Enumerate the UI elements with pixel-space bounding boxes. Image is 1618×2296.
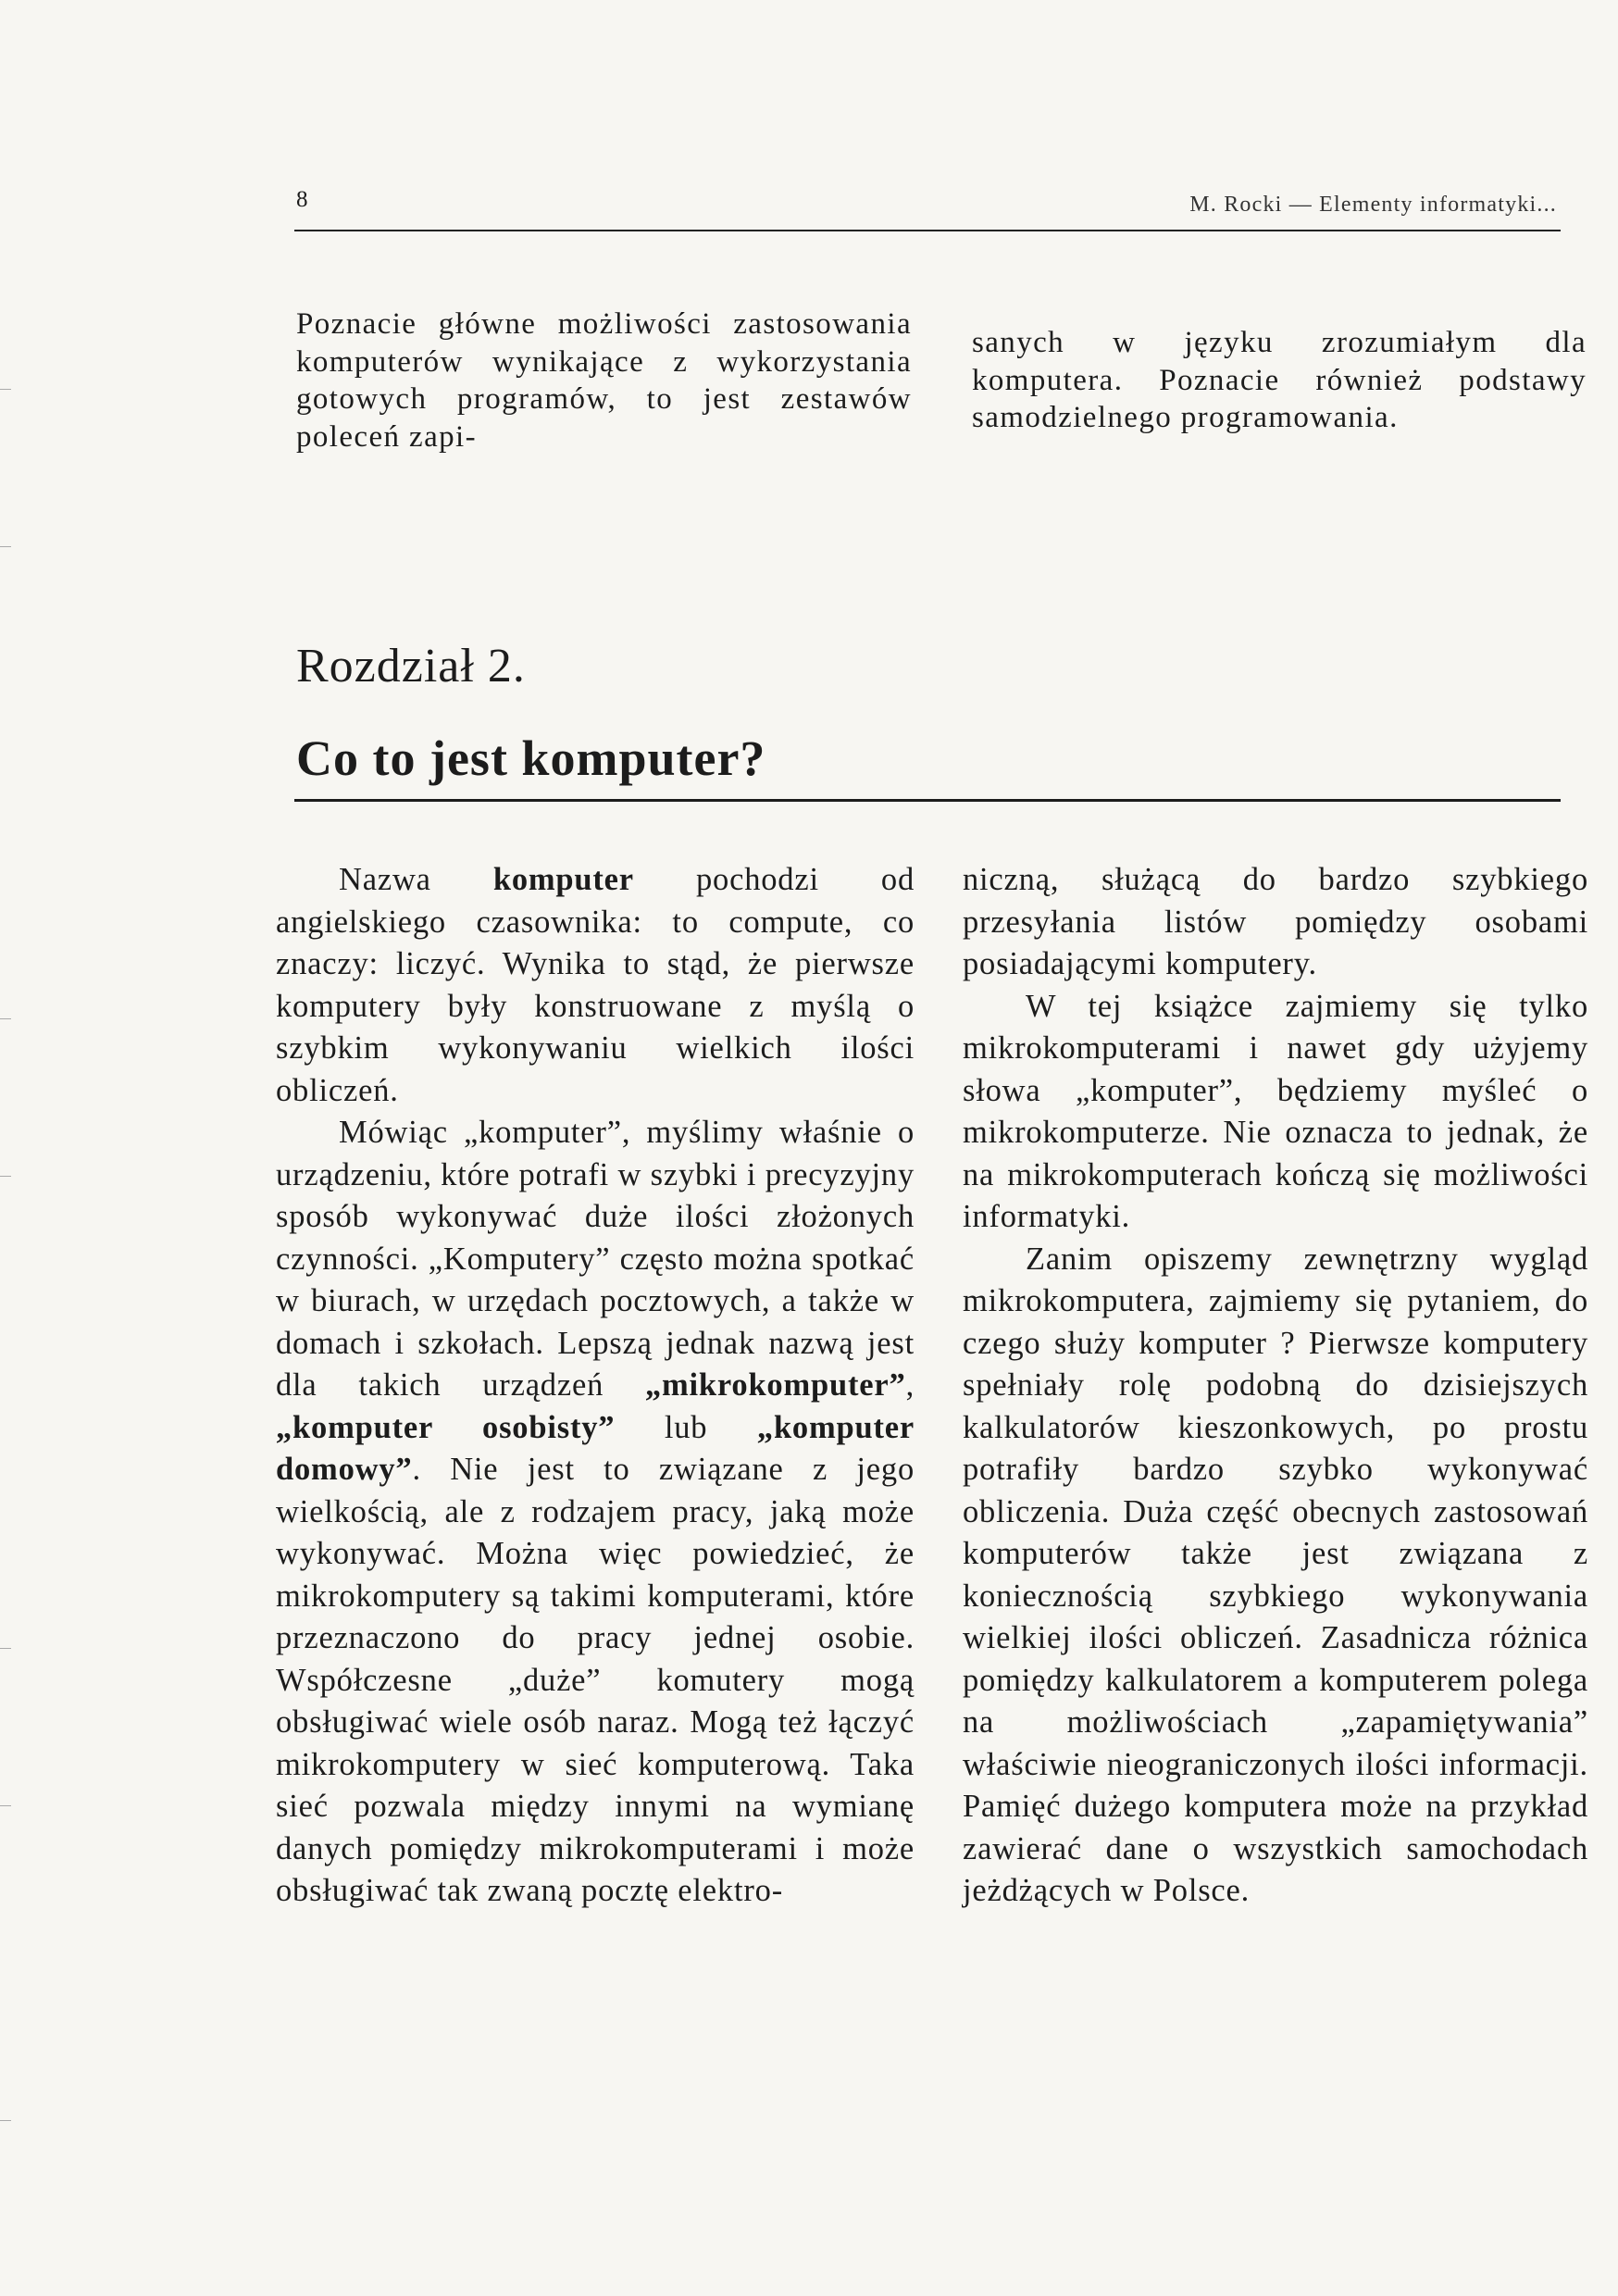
chapter-title: Co to jest komputer? — [296, 730, 766, 786]
term-bold: komputer — [492, 862, 634, 897]
margin-mark — [0, 1018, 11, 1019]
text-run: lub — [615, 1409, 757, 1445]
text-run: Mówiąc „komputer”, myślimy właśnie o urządzeniu, które potrafi w szybki i precyzyjny sposób wykonywać duże ilości złożonych czynności. „Komputery” często można spotkać w biurach, w urzędach pocztowych, a także w domach i szkołach. Lepszą jednak nazwą jest dla takich urządzeń — [276, 1115, 915, 1403]
term-bold: „mikrokomputer” — [644, 1367, 906, 1403]
body-paragraph: W tej książce zajmiemy się tylko mikrokomputerami i nawet gdy użyjemy słowa „komputer”, będziemy myśleć o mikrokomputerze. Nie oznacza to jednak, że na mikrokomputerach kończą się możliwości informatyki. — [963, 988, 1588, 1234]
running-header: M. Rocki — Elementy informatyki... — [1189, 193, 1557, 217]
text-run: , — [905, 1367, 915, 1403]
margin-mark — [0, 1648, 11, 1649]
margin-mark — [0, 1176, 11, 1177]
body-paragraph — [276, 1112, 915, 1913]
intro-paragraph: Poznacie główne możliwości zastosowania komputerów wynikające z wykorzystania gotowych programów, to jest zestawów poleceń zapi- — [296, 307, 912, 455]
term-bold: „komputer domowy” — [276, 1409, 915, 1487]
text-run: Nazwa — [339, 862, 493, 897]
intro-paragraph-continued: sanych w języku zrozumiałym dla komputera. Poznacie również podstawy samodzielnego programowania. — [972, 326, 1587, 435]
text-run: pochodzi od angielskiego czasownika: to compute, co znaczy: liczyć. Wynika to stąd, że pierwsze komputery były konstruowane z myślą o szybkim wykonywaniu wielkich ilości obliczeń. — [276, 862, 915, 1108]
intro-left-column — [296, 306, 912, 456]
chapter-rule — [294, 799, 1561, 802]
term-bold: „komputer osobisty” — [276, 1409, 616, 1445]
body-paragraph — [276, 859, 915, 1112]
body-left-column — [276, 859, 915, 1913]
margin-mark — [0, 389, 11, 390]
margin-mark — [0, 1805, 11, 1806]
header-rule — [294, 230, 1561, 231]
intro-right-column — [972, 324, 1587, 437]
body-paragraph-continued: niczną, służącą do bardzo szybkiego przesyłania listów pomiędzy osobami posiadającymi komputery. — [963, 862, 1588, 981]
margin-mark — [0, 546, 11, 547]
body-paragraph: Zanim opiszemy zewnętrzny wygląd mikrokomputera, zajmiemy się pytaniem, do czego służy komputer ? Pierwsze komputery spełniały rolę podobną do dzisiejszych kalkulatorów kieszonkowych, po prostu potrafiły bardzo szybko wykonywać obliczenia. Duża część obecnych zastosowań komputerów także jest związana z koniecznością szybkiego wykonywania wielkiej ilości obliczeń. Zasadnicza różnica pomiędzy kalkulatorem a komputerem polega na możliwościach „zapamiętywania” właściwie nieograniczonych ilości informacji. Pamięć dużego komputera może na przykład zawierać dane o wszystkich samochodach jeżdżących w Polsce. — [963, 1241, 1588, 1908]
page-number: 8 — [296, 187, 308, 212]
text-run: . Nie jest to związane z jego wielkością, ale z rodzajem pracy, jaką może wykonywać. Można więc powiedzieć, że mikrokomputery są takimi komputerami, które przeznaczono do pracy jednej osobie. Współczesne „duże” komutery mogą obsługiwać wiele osób naraz. Mogą też łączyć mikrokomputery w sieć komputerową. Taka sieć pozwala między innymi na wymianę danych pomiędzy mikrokomputerami i może obsługiwać tak zwaną pocztę elektro- — [276, 1452, 915, 1908]
body-right-column — [963, 859, 1588, 1913]
margin-mark — [0, 2120, 11, 2121]
chapter-label: Rozdział 2. — [296, 640, 526, 693]
